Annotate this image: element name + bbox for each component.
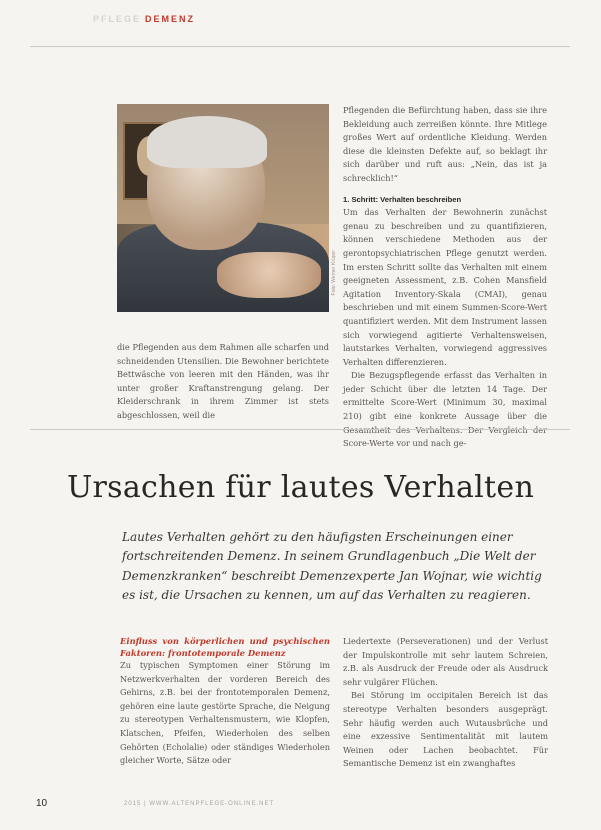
page-number: 10 — [36, 798, 48, 809]
column-left-bottom — [120, 635, 330, 768]
column-left-bottom-text: Zu typischen Symptomen einer Störung im Netzwerkverhalten der vorderen Bereich des Gehirns, z.B. bei der frontotemporalen Demenz, gehören eine laute gestörte Sprache, die Neigung zu stereotypen Verhaltensmustern, wie Klopfen, Klatschen, Pfeifen, Wiederholen des selben Gehörten (Echolalie) oder ständiges Wiederholen gleicher Worte, Sätze oder — [120, 660, 330, 766]
column-right-top-p1: Pflegenden die Befürchtung haben, dass sie ihre Bekleidung auch zerreißen könnte. Ihre Mitlege großes Wert auf ordentliche Kleidung. Werden diese die kleinsten Defekte auf, so beklagt ihr sich darüber und ruft aus: „Nein, das ist ja schrecklich!“ — [343, 105, 547, 183]
section-label — [93, 14, 195, 24]
header-rule — [30, 46, 570, 47]
column-right-top — [343, 104, 547, 451]
mid-rule — [30, 429, 570, 430]
article-photo — [117, 104, 329, 312]
step-heading: 1. Schritt: Verhalten beschreiben — [343, 194, 462, 204]
publication-footer: 2015 | WWW.ALTENPFLEGE-ONLINE.NET — [124, 801, 275, 807]
column-right-bottom-p1: Liedertexte (Perseverationen) und der Verlust der Impulskontrolle mit sehr lautem Schreien, z.B. als Ausdruck der Freude oder als Ausdruck sehr vulgärer Flüchen. — [343, 636, 548, 687]
column-left-top — [117, 341, 329, 423]
article-lede: Lautes Verhalten gehört zu den häufigsten Erscheinungen einer fortschreitenden Demenz. In seinem Grundlagenbuch „Die Welt der Demenzkranken“ beschreibt Demenzexperte Jan Wojnar, wie wichtig es ist, die Ursachen zu kennen, um auf das Verhalten zu reagieren. — [122, 530, 542, 602]
article-title: Ursachen für lautes Verhalten — [66, 470, 535, 505]
column-right-top-p3: Die Bezugspflegende erfasst das Verhalten in jeder Schicht über die letzten 14 Tage. Der ermittelte Score-Wert (Minimum 30, maximal 210) gibt eine konkrete Aussage über die Score-Werte vor und nach ge- — [343, 370, 547, 449]
section-name: DEMENZ — [145, 14, 196, 24]
column-right-top-p2: Um das Verhalten der Bewohnerin zunächst genau zu beschreiben und zu quantifizieren, können verschiedene Methoden aus der gerontopsychiatrischen Pflege genutzt werden. Im ersten Schritt sollte das Verhalten mit einem geeigneten Assessment, z.B. Cohen Mansfield Agitation Inventory-Skala (CMAI), genau beschrieben und mit einem Summen-Score-Wert quantifiziert werden. Mit dem Instrument lassen sich vorwiegend agitierte Verhaltensweisen, lautstarkes Verhalten, vorwiegend aggressives Verhalten differenzieren. — [343, 207, 547, 367]
column-right-bottom-p2: Bei Störung im occipitalen Bereich ist das stereotype Verhalten besonders ausgeprägt. Sehr häufig werden auch Wutausbrüche und eine exzessive Sentimentalität mit lautem Weinen oder Lachen beobachtet. Für Semantische Demenz ist ein zwanghaftes — [343, 690, 548, 769]
column-left-top-text: die Pflegenden aus dem Rahmen alle scharfen und schneidenden Utensilien. Die Bewohner berichtete Bettwäsche von leeren mit den Händen, was ihr unter großer Kraftanstrengung gelang. Der Kleiderschrank in ihrem Zimmer ist stets abgeschlossen, weil die — [117, 342, 329, 420]
section-prefix: PFLEGE — [93, 14, 142, 24]
photo-hands — [217, 252, 321, 298]
photo-hair — [147, 116, 267, 168]
column-right-bottom — [343, 635, 548, 771]
photo-credit: Foto: Werner Krüper — [331, 250, 337, 296]
column-left-bottom-subhead: Einfluss von körperlichen und psychischen Faktoren: frontotemporale Demenz — [120, 636, 330, 658]
